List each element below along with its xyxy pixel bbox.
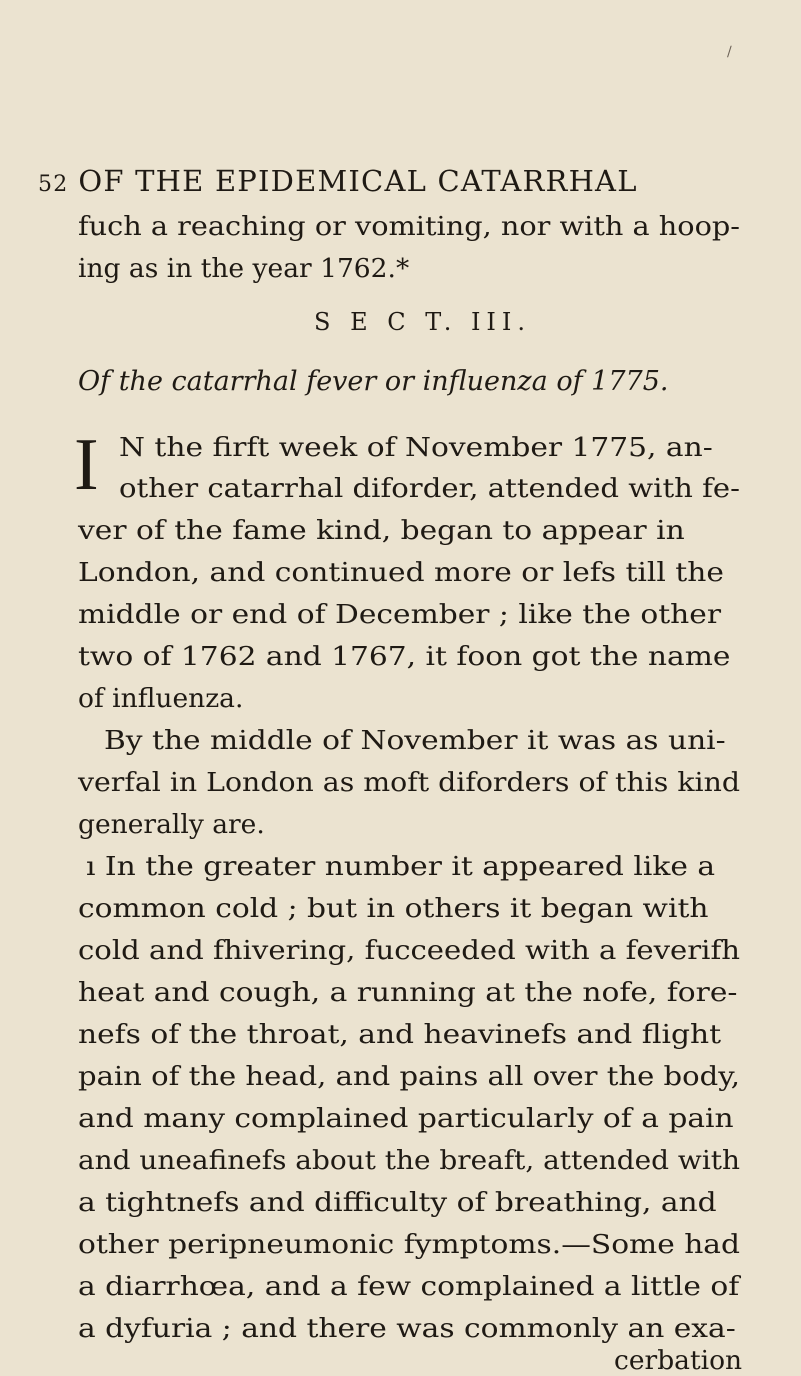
text-line: London, and continued more or lefs till the	[78, 557, 724, 588]
text-line: ing as in the year 1762.*	[78, 253, 410, 284]
text-line: and many complained particularly of a pain	[78, 1103, 734, 1134]
catchword: cerbation	[614, 1345, 743, 1376]
text-line: two of 1762 and 1767, it foon got the name	[78, 641, 731, 672]
section-subtitle: Of the catarrhal fever or influenza of 1775.	[78, 366, 669, 397]
text-line: verfal in London as moft diforders of this kind	[78, 767, 740, 798]
text-line: middle or end of December ; like the other	[78, 599, 722, 630]
text-line: and uneafinefs about the breaft, attended with	[78, 1145, 740, 1176]
text-line: other peripneumonic fymptoms.—Some had	[78, 1229, 740, 1260]
page-number: 52	[38, 172, 69, 197]
text-line: ı In the greater number it appeared like a	[86, 851, 716, 882]
text-line: By the middle of November it was as uni-	[104, 725, 726, 756]
text-line: common cold ; but in others it began with	[78, 893, 709, 924]
running-head	[38, 164, 638, 198]
text-line: generally are.	[78, 809, 265, 840]
text-line: of influenza.	[78, 683, 244, 714]
text-line: nefs of the throat, and heavinefs and flight	[78, 1019, 722, 1050]
text-line: cold and fhivering, fucceeded with a feverifh	[78, 935, 741, 966]
text-line: N the firft week of November 1775, an-	[119, 432, 713, 463]
text-line: fuch a reaching or vomiting, nor with a hoop-	[78, 211, 740, 242]
text-line: pain of the head, and pains all over the body,	[78, 1061, 740, 1092]
text-line: a diarrhœa, and a few complained a little of	[78, 1271, 740, 1302]
text-line: a dyfuria ; and there was commonly an exa-	[78, 1313, 736, 1344]
text-line: ver of the fame kind, began to appear in	[78, 515, 685, 546]
text-line: other catarrhal diforder, attended with fe-	[119, 473, 740, 504]
drop-cap: I	[74, 424, 99, 506]
running-head-title: OF THE EPIDEMICAL CATARRHAL	[78, 164, 638, 198]
text-line: heat and cough, a running at the nofe, fore-	[78, 977, 738, 1008]
corner-mark: ∕	[727, 44, 732, 60]
section-heading: S E C T. III.	[314, 308, 532, 336]
text-line: a tightnefs and difficulty of breathing, and	[78, 1187, 717, 1218]
